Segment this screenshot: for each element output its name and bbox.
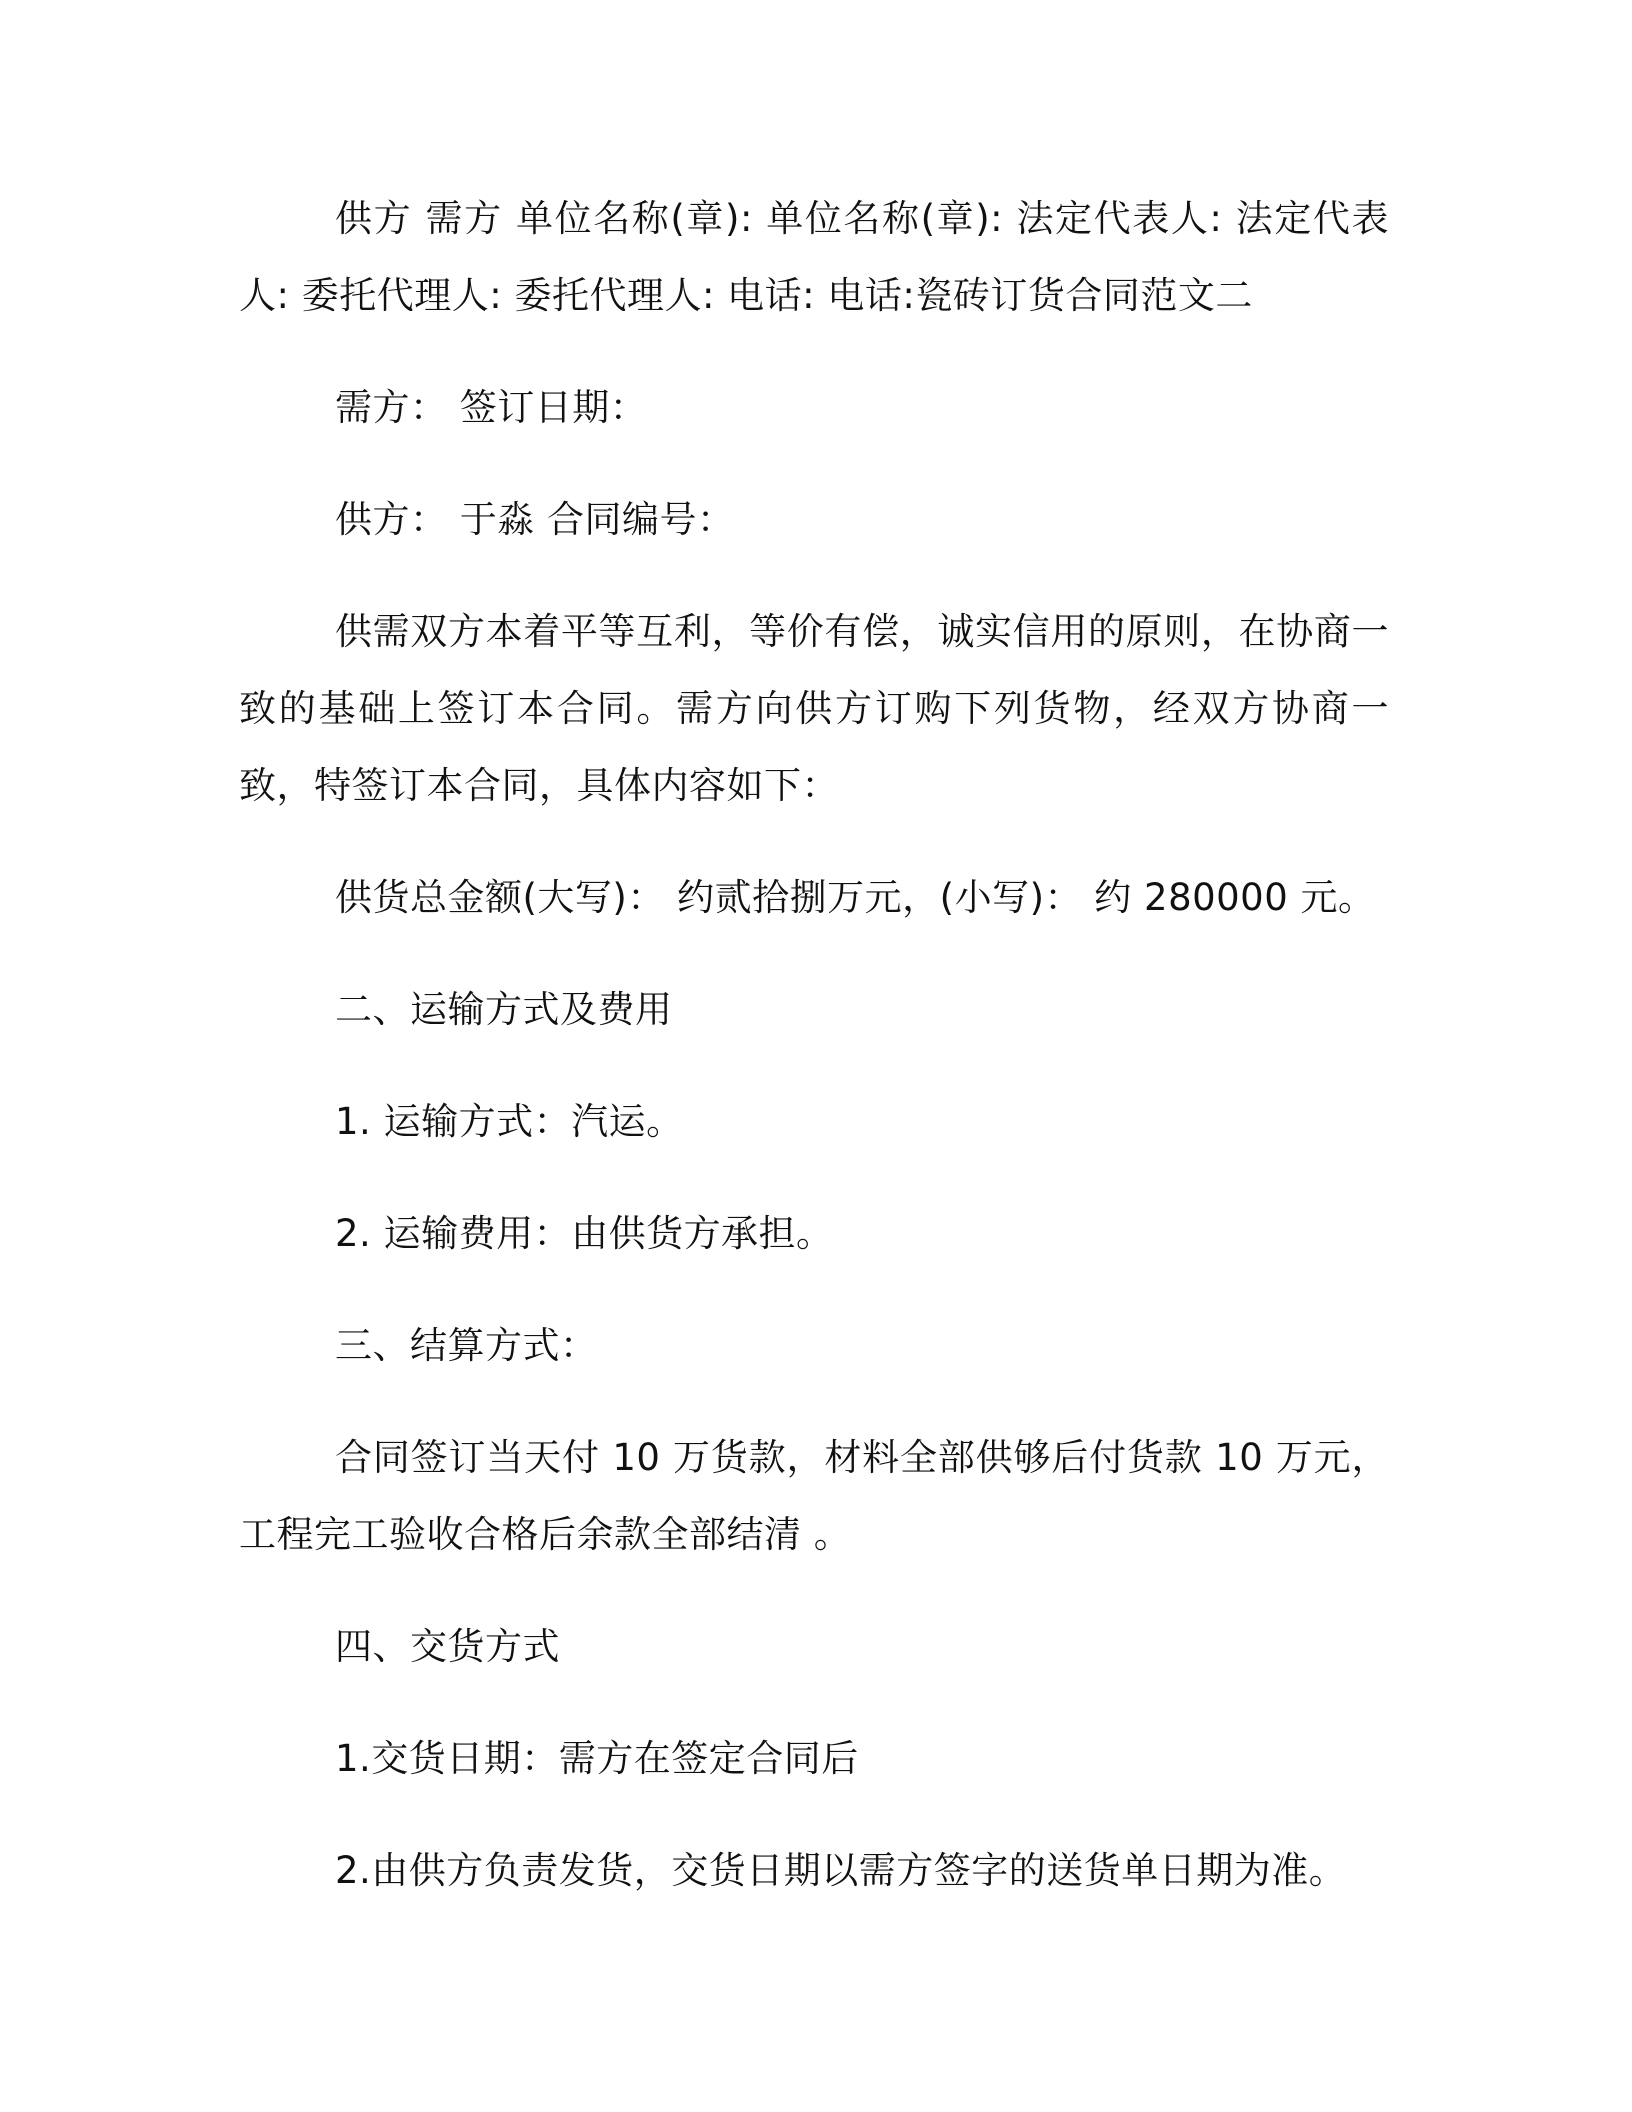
item-transport-method: 1. 运输方式：汽运。 <box>335 1100 684 1143</box>
paragraph-total-amount: 供货总金额(大写)： 约贰拾捌万元，(小写)： 约 280000 元。 <box>335 876 1376 919</box>
paragraph-buyer-date: 需方： 签订日期： <box>335 386 648 429</box>
item-delivery-date: 1.交货日期：需方在签定合同后 <box>335 1737 859 1780</box>
heading-settlement: 三、结算方式： <box>335 1324 598 1367</box>
paragraph-supplier-number: 供方： 于淼 合同编号： <box>335 498 735 541</box>
item-delivery-shipping: 2.由供方负责发货，交货日期以需方签字的送货单日期为准。 <box>335 1849 1347 1892</box>
paragraph-settlement-terms: 合同签订当天付 10 万货款，材料全部供够后付货款 10 万元，工程完工验收合格后余款全部结清 。 <box>239 1436 1389 1556</box>
heading-transport: 二、运输方式及费用 <box>335 988 673 1031</box>
heading-delivery: 四、交货方式 <box>335 1625 560 1668</box>
paragraph-principles: 供需双方本着平等互利，等价有偿，诚实信用的原则，在协商一致的基础上签订本合同。需方向供方订购下列货物，经双方协商一致，特签订本合同，具体内容如下： <box>239 610 1389 807</box>
paragraph-parties: 供方 需方 单位名称(章): 单位名称(章): 法定代表人: 法定代表人: 委托代理人: 委托代理人: 电话: 电话:瓷砖订货合同范文二 <box>239 197 1389 317</box>
item-transport-cost: 2. 运输费用：由供货方承担。 <box>335 1212 834 1255</box>
document-body <box>239 180 1389 1944</box>
